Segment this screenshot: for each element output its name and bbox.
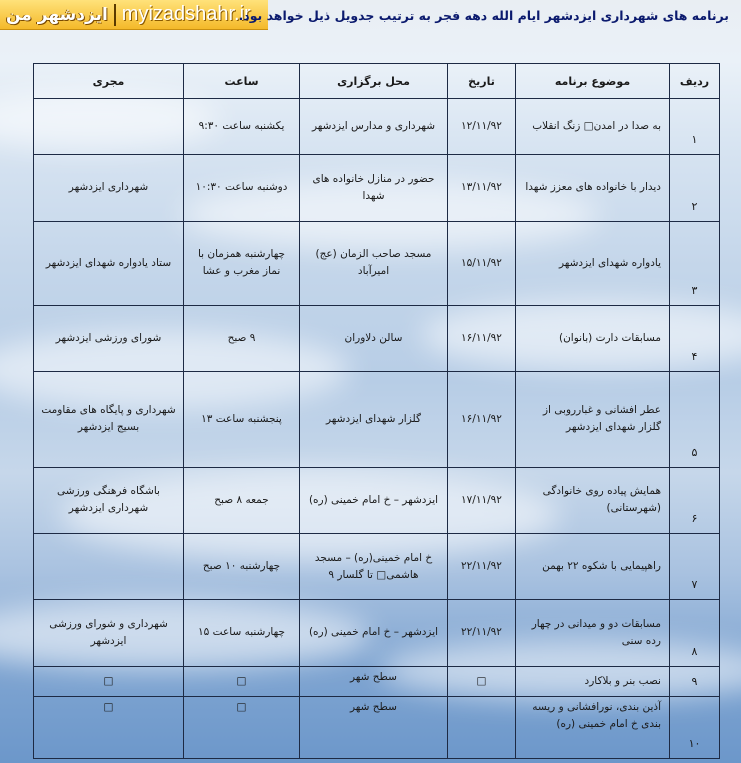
row-num: ۶ (670, 467, 720, 533)
row-num: ۸ (670, 600, 720, 666)
header-time: ساعت (184, 64, 300, 99)
row-topic: راهپیمایی با شکوه ۲۲ بهمن (516, 533, 670, 599)
row-topic: نصب بنر و بلاکارد (516, 666, 670, 696)
row-exec: □ (34, 666, 184, 696)
row-time: چهارشنبه ۱۰ صبح (184, 533, 300, 599)
site-logo[interactable] (0, 0, 268, 30)
row-place: ایزدشهر – خ امام خمینی (ره) (300, 600, 448, 666)
row-date: ۲۲/۱۱/۹۲ (448, 600, 516, 666)
row-exec: باشگاه فرهنگی ورزشی شهرداری ایزدشهر (34, 467, 184, 533)
row-date: ۱۶/۱۱/۹۲ (448, 372, 516, 467)
table-row (34, 99, 720, 155)
row-time: چهارشنبه ساعت ۱۵ (184, 600, 300, 666)
table-row (34, 666, 720, 696)
header-date: تاریخ (448, 64, 516, 99)
row-time: دوشنبه ساعت ۱۰:۳۰ (184, 155, 300, 221)
row-topic: همایش پیاده روی خانوادگی (شهرستانی) (516, 467, 670, 533)
row-num: ۱۰ (670, 696, 720, 758)
row-exec: شهرداری ایزدشهر (34, 155, 184, 221)
row-time: □ (184, 696, 300, 758)
header-num: ردیف (670, 64, 720, 99)
row-topic: دیدار با خانواده های معزز شهدا (516, 155, 670, 221)
row-exec: شهرداری و شورای ورزشی ایزدشهر (34, 600, 184, 666)
row-date (448, 696, 516, 758)
row-place: شهرداری و مدارس ایزدشهر (300, 99, 448, 155)
row-num: ۹ (670, 666, 720, 696)
row-place: سالن دلاوران (300, 305, 448, 371)
header-topic: موضوع برنامه (516, 64, 670, 99)
row-topic: آذین بندی، نورافشانی و ریسه بندی خ امام خمینی (ره) (516, 696, 670, 758)
table-row (34, 372, 720, 467)
row-topic: مسابقات دو و میدانی در چهار رده سنی (516, 600, 670, 666)
row-date: ۱۷/۱۱/۹۲ (448, 467, 516, 533)
row-date: ۱۶/۱۱/۹۲ (448, 305, 516, 371)
row-exec: شورای ورزشی ایزدشهر (34, 305, 184, 371)
row-date: ۱۳/۱۱/۹۲ (448, 155, 516, 221)
row-exec (34, 533, 184, 599)
row-date: ۱۵/۱۱/۹۲ (448, 221, 516, 305)
row-place: مسجد صاحب الزمان (عج) امیرآباد (300, 221, 448, 305)
row-time: یکشنبه ساعت ۹:۳۰ (184, 99, 300, 155)
row-time: پنجشنبه ساعت ۱۳ (184, 372, 300, 467)
row-time: □ (184, 666, 300, 696)
row-time: چهارشنبه همزمان با نماز مغرب و عشا (184, 221, 300, 305)
row-num: ۵ (670, 372, 720, 467)
header-exec: مجری (34, 64, 184, 99)
row-num: ۳ (670, 221, 720, 305)
row-exec (34, 99, 184, 155)
table-header-row (34, 64, 720, 99)
logo-url: myizadshahr.ir (121, 3, 251, 25)
row-place: گلزار شهدای ایزدشهر (300, 372, 448, 467)
row-time: جمعه ۸ صبح (184, 467, 300, 533)
row-num: ۷ (670, 533, 720, 599)
row-place: حضور در منازل خانواده های شهدا (300, 155, 448, 221)
row-topic: عطر افشانی و غبارروبی از گلزار شهدای ایزدشهر (516, 372, 670, 467)
row-date: ۱۲/۱۱/۹۲ (448, 99, 516, 155)
table-row (34, 305, 720, 371)
header-place: محل برگزاری (300, 64, 448, 99)
table-row (34, 221, 720, 305)
table-row (34, 696, 720, 758)
row-exec: ستاد یادواره شهدای ایزدشهر (34, 221, 184, 305)
row-date: □ (448, 666, 516, 696)
table-row (34, 155, 720, 221)
row-place: سطح شهر (300, 666, 448, 696)
row-exec: شهرداری و پایگاه های مقاومت بسیج ایزدشهر (34, 372, 184, 467)
program-table (33, 63, 720, 759)
table-row (34, 600, 720, 666)
row-place: سطح شهر (300, 696, 448, 758)
logo-name: ایزدشهر من (6, 4, 108, 25)
row-topic: یادواره شهدای ایزدشهر (516, 221, 670, 305)
row-time: ۹ صبح (184, 305, 300, 371)
page-headline: برنامه های شهرداری ایزدشهر ایام الله دهه فجر به ترتیب جدویل ذیل خواهد بود. (238, 8, 729, 23)
row-num: ۴ (670, 305, 720, 371)
row-date: ۲۲/۱۱/۹۲ (448, 533, 516, 599)
row-topic: به صدا در امدن□ زنگ انقلاب (516, 99, 670, 155)
row-topic: مسابقات دارت (بانوان) (516, 305, 670, 371)
row-place: ایزدشهر – خ امام خمینی (ره) (300, 467, 448, 533)
table-row (34, 533, 720, 599)
row-num: ۲ (670, 155, 720, 221)
row-num: ۱ (670, 99, 720, 155)
table-row (34, 467, 720, 533)
row-place: خ امام خمینی(ره) – مسجد هاشمی□ تا گلسار ۹ (300, 533, 448, 599)
row-exec: □ (34, 696, 184, 758)
